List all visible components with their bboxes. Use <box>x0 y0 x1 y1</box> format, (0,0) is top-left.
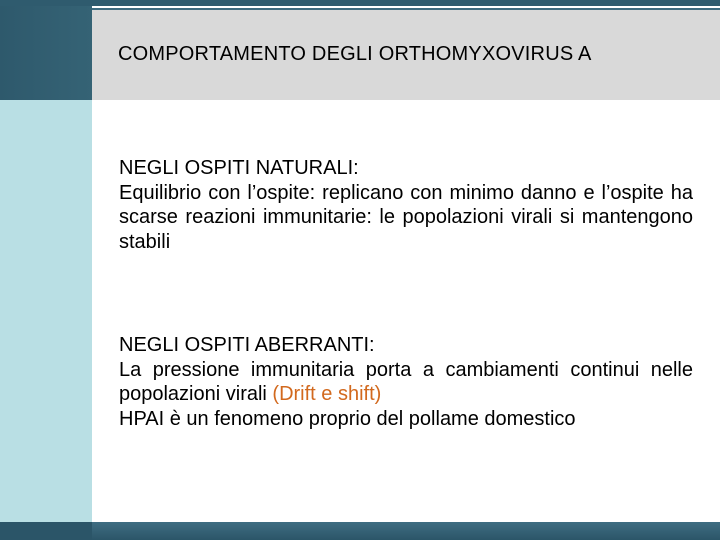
natural-hosts-heading: NEGLI OSPITI NATURALI: <box>119 157 359 179</box>
bottom-left-accent <box>0 522 92 540</box>
aberrant-hosts-body <box>119 358 693 407</box>
aberrant-hosts-heading: NEGLI OSPITI ABERRANTI: <box>119 334 375 356</box>
hpai-statement: HPAI è un fenomeno proprio del pollame domestico <box>119 407 576 430</box>
left-header-block <box>0 6 92 100</box>
aberrant-hosts-section <box>119 333 693 431</box>
bottom-accent-bar <box>0 522 720 540</box>
natural-hosts-body: Equilibrio con l’ospite: replicano con minimo danno e l’ospite ha scarse reazioni immunitarie: le popolazioni virali si mantengono stabili <box>119 181 693 253</box>
natural-hosts-section <box>119 156 693 254</box>
slide-title: COMPORTAMENTO DEGLI ORTHOMYXOVIRUS A <box>118 43 592 65</box>
top-accent-strip <box>0 0 720 6</box>
left-sidebar-band <box>0 100 92 522</box>
aberrant-hosts-body-text: La pressione immunitaria porta a cambiamenti continui nelle popolazioni virali <box>119 358 693 405</box>
drift-shift-highlight: (Drift e shift) <box>272 383 382 405</box>
